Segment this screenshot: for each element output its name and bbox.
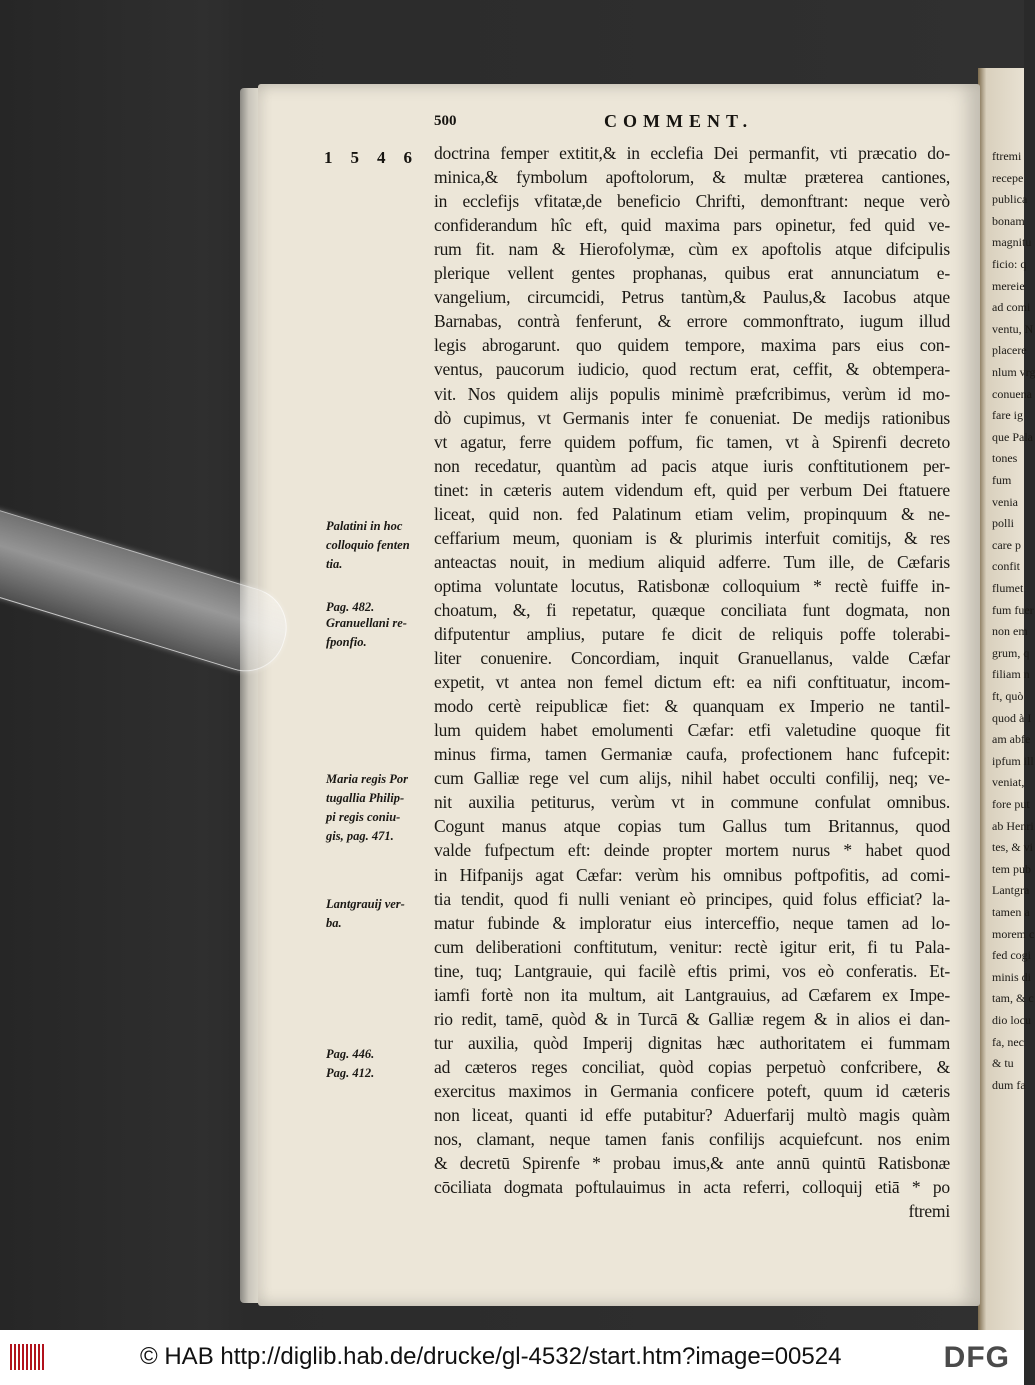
margin-note-line: gis, pag. 471. [326, 829, 394, 843]
facing-text-fragment: minis di [992, 969, 1032, 984]
facing-text-fragment: fore put [992, 797, 1030, 811]
facing-text-fragment: ab Henri [992, 818, 1034, 833]
text-line: cum deliberationi conftitutum, venitur: rectè igitur erit, fi tu Pala- [434, 936, 950, 957]
text-line: tia tendit, quod fi nulli veniant eò principes, quid folus efficiat? la- [434, 888, 950, 909]
text-line: vit. Nos quidem alijs populis minimè præfcribimus, verùm id mo- [434, 383, 950, 404]
margin-note-line: tugallia Philip- [326, 791, 405, 805]
facing-text-fragment: & tu [992, 1056, 1014, 1071]
margin-note-line: Granuellani re- [326, 616, 407, 630]
text-line: expetit, vt antea non femel dictum eft: ea nifi conftituatur, incom- [434, 672, 950, 693]
margin-note-line: ba. [326, 916, 342, 930]
facing-text-fragment: dio locu [992, 1013, 1031, 1027]
text-line: valde fufpectum eft: deinde propter mortem nurus * habet quod [434, 840, 950, 861]
text-line: anteactas nouit, in medium aliquid adferre. Tum ille, de Cæfaris [434, 551, 950, 572]
facing-text-fragment: ficio: q [992, 257, 1027, 271]
text-line: Cogunt manus atque copias tum Gallus tum Britannus, quod [434, 816, 950, 837]
margin-note [326, 1045, 374, 1064]
facing-text-fragment: tamen a [992, 905, 1030, 919]
facing-text-fragment: tes, & vi [992, 840, 1033, 855]
text-line: ad cæteros reges conciliat, quòd copias perpetuò confcribere, & [434, 1056, 950, 1077]
text-line: in Hifpanijs agat Cæfar: verùm his omnibus poftpofitis, ad comi- [434, 864, 950, 885]
facing-text-fragment: filiam n [992, 667, 1030, 682]
margin-note [326, 1064, 374, 1083]
facing-text-fragment: morem c [992, 926, 1035, 941]
text-line: matur fubinde & imploratur eius interceffio, neque tamen ad lo- [434, 912, 950, 933]
text-line: doctrina femper extitit,& in ecclefia Dei permanfit, vti præcatio do- [434, 143, 950, 163]
facing-text-fragment: venia [992, 494, 1018, 509]
facing-text-fragment: dum fa [992, 1077, 1026, 1092]
text-line: nos, clamant, neque tamen fanis confilijs acquiefcunt. nos enim [434, 1129, 950, 1150]
facing-text-fragment: ad comi [992, 300, 1031, 315]
text-line: in ecclefijs vfitatæ,de beneficio Chrifti, demonftrant: neque verò [434, 191, 950, 212]
margin-note-line: pi regis coniu- [326, 810, 401, 824]
facing-text-fragment: polli [992, 516, 1015, 531]
text-line: modo certè reipublicæ fiet: & quanquam ex Imperio ne tantil- [434, 696, 950, 717]
margin-note-line: Maria regis Por [326, 772, 408, 786]
text-line: vt agatur, ferre quidem poffum, fic tamen, vt à Spirenfi decreto [434, 431, 950, 452]
text-line: ventus, paucorum iudicio, quod rectum erat, ceffit, & obtempera- [434, 359, 950, 380]
facing-text-fragment: bonam [992, 213, 1025, 228]
facing-text-fragment: grum, q [992, 645, 1030, 660]
facing-text-fragment: fare ig [992, 408, 1023, 423]
hab-logo-icon [10, 1344, 50, 1370]
margin-note-line: colloquio fenten [326, 538, 410, 552]
margin-note-line: Lantgrauij ver- [326, 897, 405, 911]
facing-text-fragment: tem pub [992, 861, 1031, 876]
text-line: choatum, &, fi repetatur, quæque conciliata funt dogmata, non [434, 599, 950, 620]
facing-text-fragment: am abfe [992, 732, 1031, 747]
facing-text-fragment: tones [992, 451, 1018, 466]
text-line: optima voluntate locutus, Ratisbonæ colloquium * rectè fuiffe in- [434, 575, 950, 596]
facing-text-fragment: ft, quò [992, 689, 1024, 703]
text-line: ceffarium meum, quoniam is & plurimis interfuit comitijs, & res [434, 527, 950, 548]
facing-text-fragment: nlum vrg [992, 365, 1035, 379]
text-line: non liceat, quanti id effe putabitur? Aduerfarij multò magis quàm [434, 1105, 950, 1125]
facing-text-fragment: fum fuer [992, 602, 1034, 617]
facing-text-fragment: mereie [992, 278, 1025, 293]
text-line: rum fit. nam & Hierofolymæ, cùm ex apoftolis atque difcipulis [434, 239, 950, 260]
text-line: & decretū Spirenfe * probau imus,& ante annū quintū Ratisbonæ [434, 1153, 950, 1174]
facing-text-fragment: ftremi [992, 149, 1022, 163]
margin-note-line: Pag. 412. [326, 1066, 375, 1080]
facing-text-fragment: placere [992, 343, 1027, 358]
facing-text-fragment: fum [992, 473, 1012, 487]
margin-note [326, 770, 408, 846]
text-line: cōciliata dogmata poftulauimus in acta referri, colloquij etiā * po [434, 1177, 950, 1198]
margin-note [326, 614, 407, 652]
text-line: difputentur amplius, putare fe dicit de reliquis poffe tolerabi- [434, 624, 950, 644]
facing-text-fragment: publica [992, 192, 1028, 207]
margin-note-line: Pag. 482. [326, 600, 375, 614]
text-line: dò cupimus, vt Germanis inter fe conueniat. De medijs rationibus [434, 407, 950, 428]
text-line: minus firma, tamen Germaniæ caufa, profectionem hanc fufcepit: [434, 744, 950, 765]
margin-note-line: fponfio. [326, 635, 367, 649]
text-line: liter conuenire. Concordiam, inquit Granuellanus, valde Cæfar [434, 648, 950, 669]
facing-text-fragment: veniat, [992, 775, 1025, 790]
margin-note [326, 517, 410, 574]
text-line: cum Galliæ rege vel cum alijs, nihil habet occulti confilij, neq; ve- [434, 768, 950, 789]
margin-note-line: tia. [326, 557, 343, 571]
facing-text-fragment: flumet [992, 581, 1024, 595]
footer-copyright-url[interactable]: © HAB http://diglib.hab.de/drucke/gl-4532/start.htm?image=00524 [140, 1343, 842, 1370]
text-line: non recedatur, quantùm ad pacis atque iuris conftitutionem per- [434, 455, 950, 476]
facing-text-fragment: magnitu [992, 235, 1032, 250]
text-line: tine, tuq; Lantgrauie, qui facilè eftis primi, vos eò conferatis. Et- [434, 960, 950, 981]
dfg-logo: DFG [943, 1341, 1010, 1374]
facing-text-fragment: fed cogi [992, 948, 1031, 963]
catchword: ftremi [908, 1201, 950, 1222]
margin-note [326, 895, 405, 933]
facing-text-fragment: ventu, N [992, 321, 1034, 336]
text-line: rio redit, tamē, quòd & in Turcā & Galliæ regem & in alios ei dan- [434, 1008, 950, 1029]
facing-text-fragment: Lantgra [992, 883, 1030, 898]
margin-note-line: Pag. 446. [326, 1047, 375, 1061]
text-line: Barnabas, contrà fenferunt, & errore commonftrato, iugum illud [434, 311, 950, 332]
text-line: nit auxilia petiturus, verùm vt in commune confulat omnibus. [434, 792, 950, 813]
text-line: vangelium, circumcidi, Petrus tantùm,& Paulus,& Iacobus atque [434, 287, 950, 308]
facing-text-fragment: non em [992, 624, 1028, 639]
footer-bar [0, 1330, 1024, 1385]
text-line: confiderandum hîc eft, quid maxima pars opinetur, fed quid ve- [434, 215, 950, 236]
facing-text-fragment: tam, & c [992, 991, 1034, 1006]
facing-text-fragment: ipfum ill [992, 753, 1034, 768]
page-number: 500 [434, 113, 457, 129]
facing-text-fragment: confit [992, 559, 1020, 574]
text-line: liceat, quid non. fed Palatinum etiam velim, propinquum & ne- [434, 503, 950, 524]
text-line: exercitus maximos in Germania conficere poteft, quum id cæteris [434, 1080, 950, 1101]
running-title: COMMENT. [604, 111, 754, 131]
text-line: tinet: in cæteris autem videndum eft, quid per verbum Dei ftatuere [434, 479, 950, 500]
margin-note-line: Palatini in hoc [326, 519, 403, 533]
text-line: legis abrogarunt. quo quidem tempore, maxima pars eius con- [434, 335, 950, 356]
facing-text-fragment: conuena [992, 386, 1032, 401]
text-line: tur auxilia, quòd Imperij dignitas hæc authoritatem ei fummam [434, 1032, 950, 1053]
facing-text-fragment: recepe [992, 170, 1024, 185]
text-line: plerique vellent gentes prophanas, quibus erat annunciatum e- [434, 263, 950, 284]
facing-text-fragment: fa, nec [992, 1034, 1024, 1049]
text-line: minica,& fymbolum apoftolorum, & multæ præterea cantiones, [434, 167, 950, 188]
margin-year: 1546 [324, 148, 430, 167]
text-line: iamfi fortè non ita multum, ait Lantgrauius, ad Cæfarem ex Impe- [434, 984, 950, 1005]
text-line: lum quidem habet emolumenti Cæfar: etfi valetudine quoque fit [434, 720, 950, 741]
facing-text-fragment: que Pala [992, 429, 1033, 444]
facing-text-fragment: quod à I [992, 710, 1032, 725]
facing-text-fragment: care p [992, 537, 1021, 552]
